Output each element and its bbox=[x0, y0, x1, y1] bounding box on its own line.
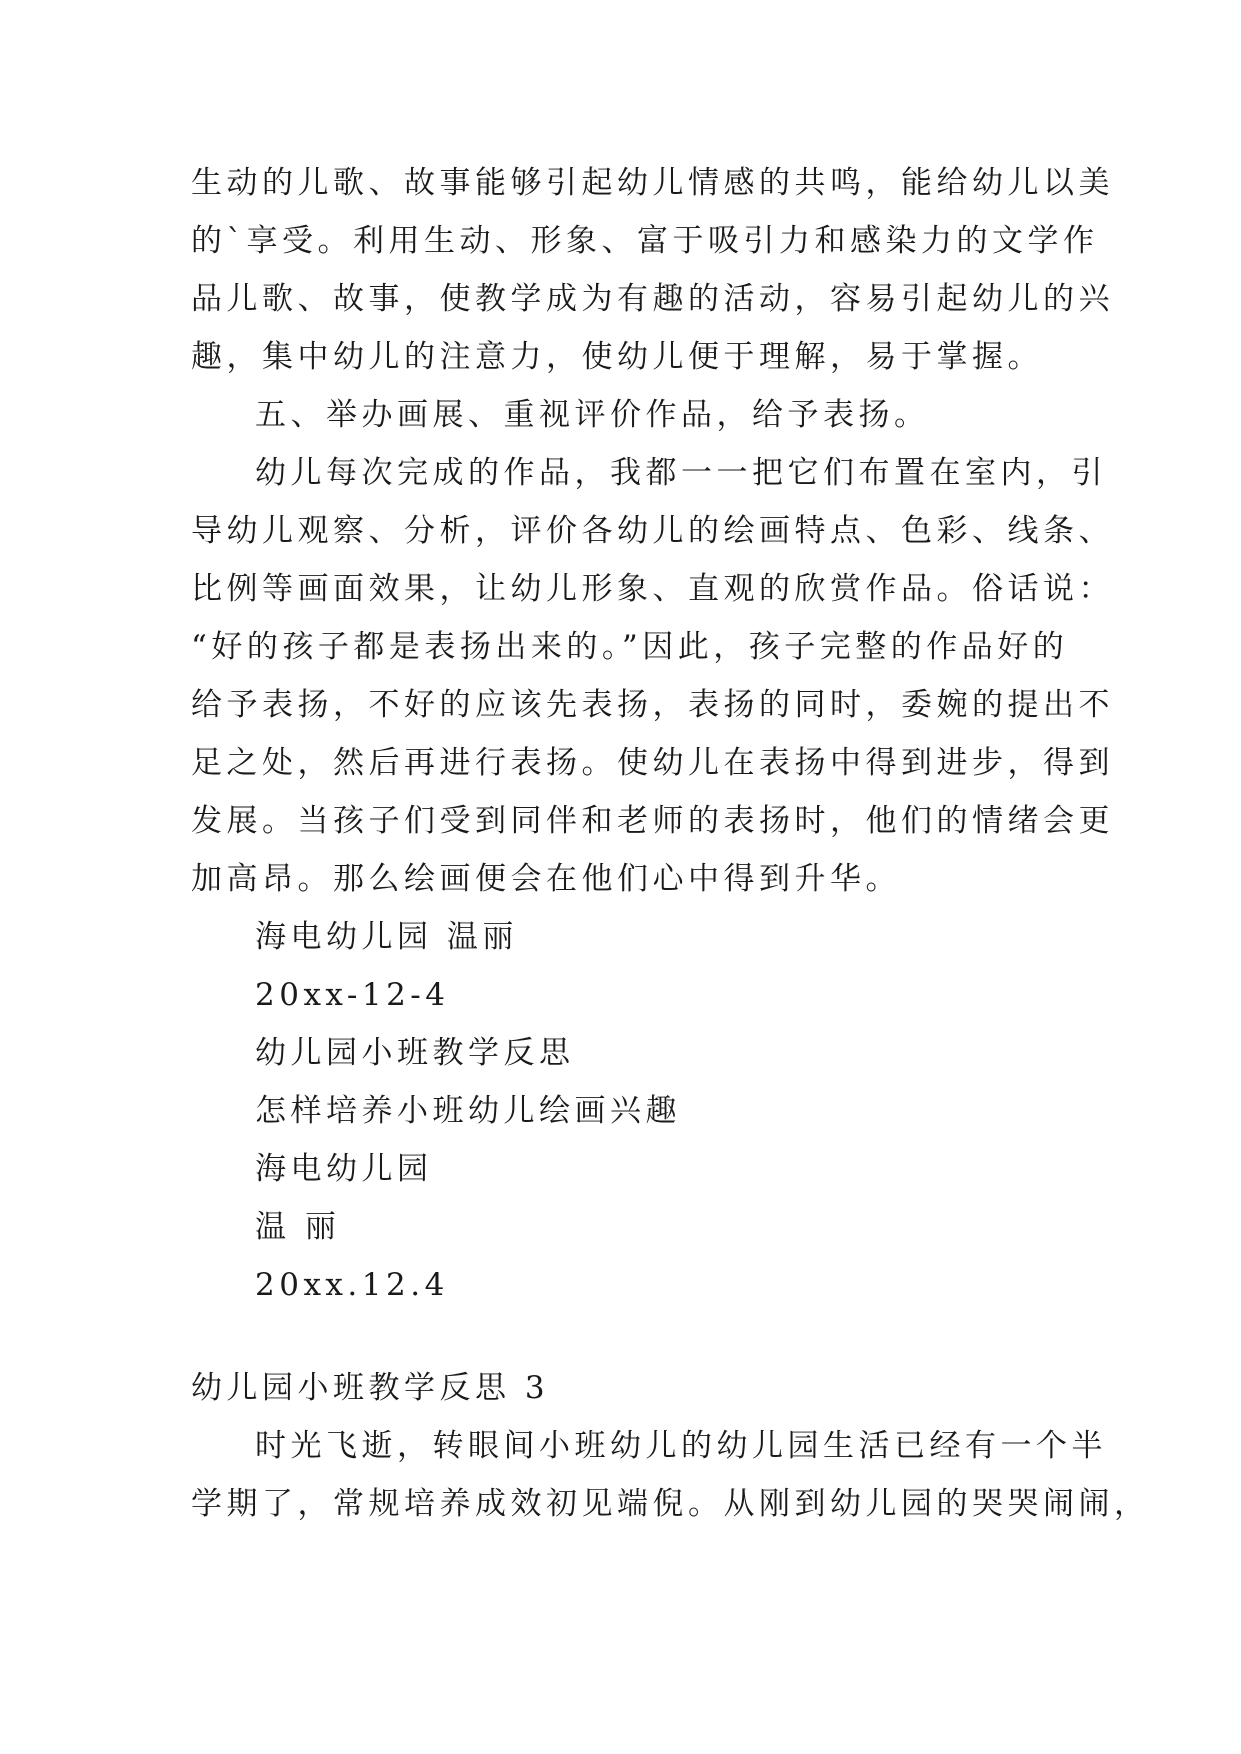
text-line: 品儿歌、故事，使教学成为有趣的活动，容易引起幼儿的兴 bbox=[191, 281, 1114, 317]
school-line: 海电幼儿园 bbox=[255, 1151, 433, 1187]
text-line: “好的孩子都是表扬出来的。”因此，孩子完整的作品好的 bbox=[191, 629, 1069, 665]
subtitle-line: 怎样培养小班幼儿绘画兴趣 bbox=[255, 1093, 681, 1129]
text-line: 时光飞逝，转眼间小班幼儿的幼儿园生活已经有一个半 bbox=[255, 1428, 1107, 1464]
date-line-2: 20xx.12.4 bbox=[255, 1267, 449, 1303]
text-line: 导幼儿观察、分析，评价各幼儿的绘画特点、色彩、线条、 bbox=[191, 513, 1114, 549]
text-line: 的`享受。利用生动、形象、富于吸引力和感染力的文学作 bbox=[191, 223, 1099, 259]
text-line: 给予表扬，不好的应该先表扬，表扬的同时，委婉的提出不 bbox=[191, 687, 1114, 723]
text-line: 比例等画面效果，让幼儿形象、直观的欣赏作品。俗话说： bbox=[191, 571, 1114, 607]
text-line: 趣，集中幼儿的注意力，使幼儿便于理解，易于掌握。 bbox=[191, 339, 1043, 375]
text-line: 加高昂。那么绘画便会在他们心中得到升华。 bbox=[191, 861, 901, 897]
text-line: 幼儿每次完成的作品，我都一一把它们布置在室内，引 bbox=[255, 455, 1107, 491]
section-title-text: 幼儿园小班教学反思 3 bbox=[191, 1370, 550, 1406]
paragraph-2 bbox=[191, 444, 1114, 908]
text-line: 发展。当孩子们受到同伴和老师的表扬时，他们的情绪会更 bbox=[191, 803, 1114, 839]
section-3-title bbox=[191, 1359, 1071, 1417]
paragraph-1 bbox=[191, 154, 1114, 386]
paragraph-3 bbox=[191, 1417, 1150, 1533]
heading-text: 五、举办画展、重视评价作品，给予表扬。 bbox=[255, 397, 930, 433]
section-heading-5 bbox=[191, 386, 1071, 444]
date-line: 20xx-12-4 bbox=[255, 977, 450, 1013]
text-line: 学期了，常规培养成效初见端倪。从刚到幼儿园的哭哭闹闹， bbox=[191, 1486, 1150, 1522]
signature-block bbox=[191, 908, 1071, 1314]
author-line: 温 丽 bbox=[255, 1209, 341, 1245]
signature-line: 海电幼儿园 温丽 bbox=[255, 919, 518, 955]
text-line: 生动的儿歌、故事能够引起幼儿情感的共鸣，能给幼儿以美 bbox=[191, 165, 1114, 201]
title-line: 幼儿园小班教学反思 bbox=[255, 1035, 575, 1071]
text-line: 足之处，然后再进行表扬。使幼儿在表扬中得到进步，得到 bbox=[191, 745, 1114, 781]
